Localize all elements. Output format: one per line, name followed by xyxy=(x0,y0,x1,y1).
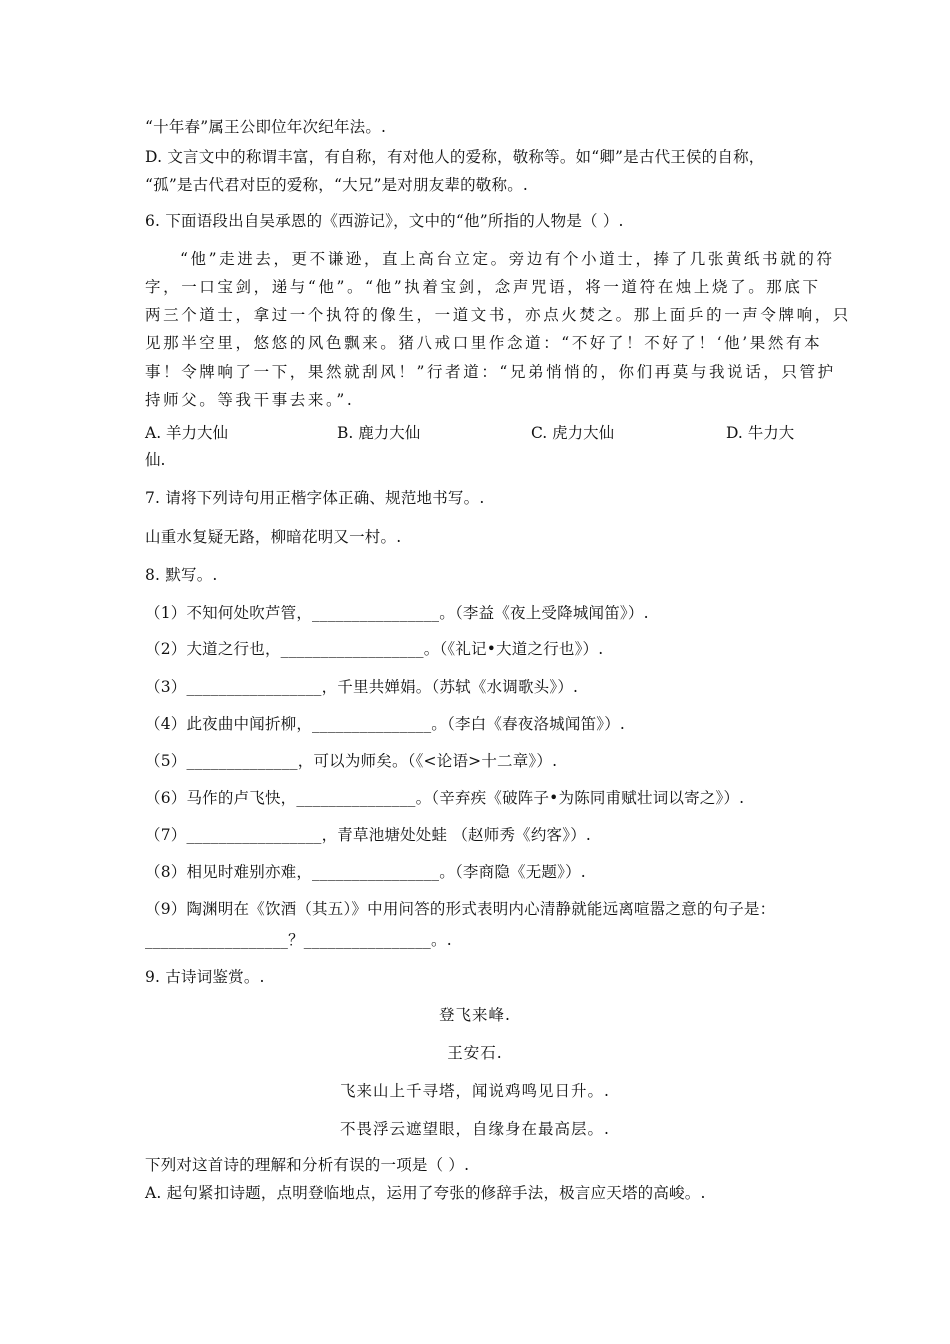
question-6-option-c: C. 虎力大仙 xyxy=(531,424,615,442)
passage-line-4: 见那半空里，悠悠的风色飘来。猪八戒口里作念道：“不好了！不好了！‘他’果然有本 xyxy=(145,334,823,352)
dictation-item-6: （6）马作的卢飞快，_______________。（辛弃疾《破阵子•为陈同甫赋壮词以寄之》）. xyxy=(145,789,745,807)
dictation-item-9: （9）陶渊明在《饮酒（其五）》中用问答的形式表明内心清静就能远离喧嚣之意的句子是： xyxy=(145,900,776,918)
prev-option-d-line2: “孤”是古代君对臣的爱称，“大兄”是对朋友辈的敬称。. xyxy=(145,176,529,194)
dictation-item-1: （1）不知何处吹芦管，________________。（李益《夜上受降城闻笛》）. xyxy=(145,604,649,622)
question-7-stem: 7. 请将下列诗句用正楷字体正确、规范地书写。. xyxy=(145,489,485,507)
dictation-item-2: （2）大道之行也，__________________。（《礼记•大道之行也》）. xyxy=(145,640,604,658)
question-9-option-a: A. 起句紧扣诗题，点明登临地点，运用了夸张的修辞手法，极言应天塔的高峻。. xyxy=(145,1184,706,1202)
question-9-prompt: 下列对这首诗的理解和分析有误的一项是（ ）. xyxy=(145,1156,470,1174)
dictation-item-3: （3）_________________，千里共婵娟。（苏轼《水调歌头》）. xyxy=(145,678,579,696)
question-6-option-d-wrap: 仙. xyxy=(145,451,166,469)
passage-line-2: 字，一口宝剑，递与“他”。“他”执着宝剑，念声咒语，将一道符在烛上烧了。那底下 xyxy=(145,278,821,296)
poem-line-2: 不畏浮云遮望眼，自缘身在最高层。. xyxy=(340,1120,610,1138)
prev-option-d-line1: D. 文言文中的称谓丰富，有自称，有对他人的爱称，敬称等。如“卿”是古代王侯的自称， xyxy=(145,148,765,166)
question-6-option-a: A. 羊力大仙 xyxy=(145,424,229,442)
dictation-item-8: （8）相见时难别亦难，________________。（李商隐《无题》）. xyxy=(145,863,586,881)
poem-title: 登飞来峰. xyxy=(439,1006,511,1024)
question-6-option-b: B. 鹿力大仙 xyxy=(337,424,421,442)
question-6-option-d: D. 牛力大 xyxy=(726,424,795,442)
question-7-sentence: 山重水复疑无路，柳暗花明又一村。. xyxy=(145,528,402,546)
passage-line-1: “他”走进去，更不谦逊，直上高台立定。旁边有个小道士，捧了几张黄纸书就的符 xyxy=(180,250,835,268)
dictation-item-9-blanks: __________________？________________。. xyxy=(145,931,452,949)
question-8-stem: 8. 默写。. xyxy=(145,566,218,584)
dictation-item-5: （5）______________，可以为师矣。（《<论语>十二章》）. xyxy=(145,752,558,770)
question-9-stem: 9. 古诗词鉴赏。. xyxy=(145,968,265,986)
poem-author: 王安石. xyxy=(447,1044,503,1062)
passage-line-3: 两三个道士，拿过一个执符的像生，一道文书，亦点火焚之。那上面乒的一声令牌响，只 xyxy=(145,306,851,324)
dictation-item-4: （4）此夜曲中闻折柳，_______________。（李白《春夜洛城闻笛》）. xyxy=(145,715,626,733)
poem-line-1: 飞来山上千寻塔，闻说鸡鸣见日升。. xyxy=(340,1082,610,1100)
dictation-item-7: （7）_________________，青草池塘处处蛙 （赵师秀《约客》）. xyxy=(145,826,592,844)
question-6-stem: 6. 下面语段出自吴承恩的《西游记》，文中的“他”所指的人物是（ ）. xyxy=(145,212,624,230)
passage-line-5: 事！令牌响了一下，果然就刮风！”行者道：“兄弟悄悄的，你们再莫与我说话，只管护 xyxy=(145,363,836,381)
passage-line-6: 持师父。等我干事去来。”. xyxy=(145,391,355,409)
prev-option-c-tail: “十年春”属王公即位年次纪年法。. xyxy=(145,118,387,136)
